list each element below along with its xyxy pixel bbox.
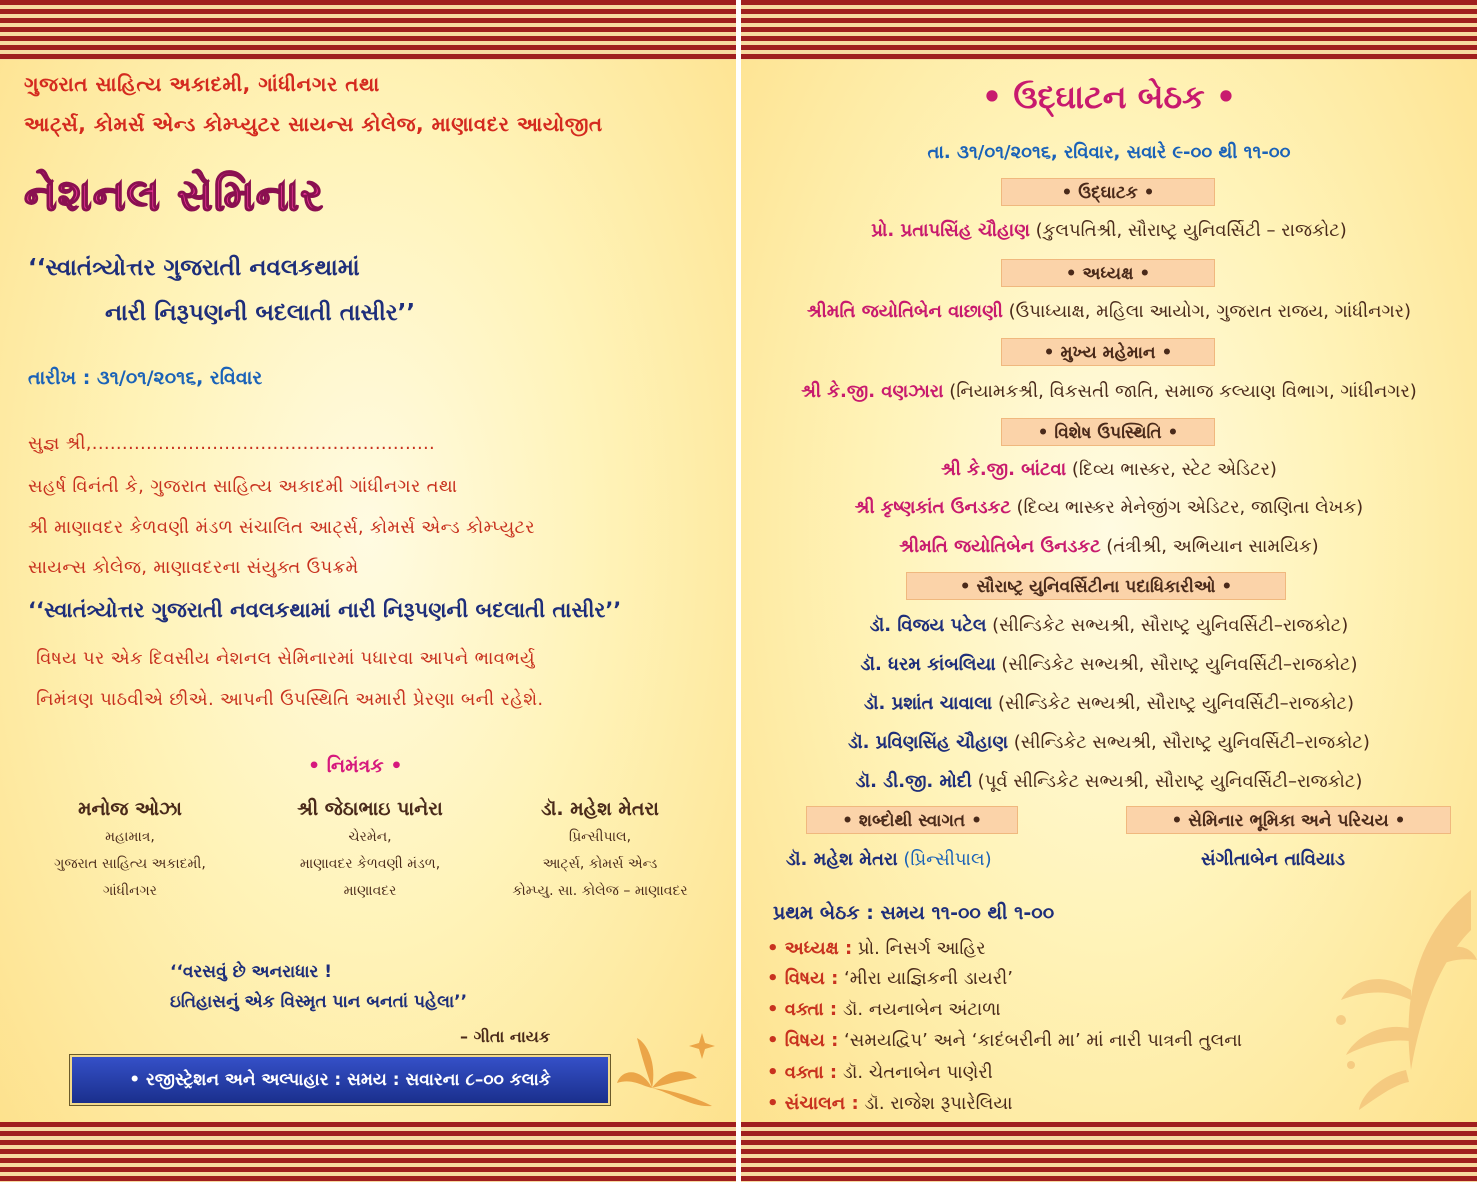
host-detail: પ્રિન્સીપાલ, [568, 829, 632, 845]
host-detail: કોમ્પ્યુ. સા. કોલેજ – માણાવદર [512, 883, 688, 899]
president [741, 301, 1477, 322]
item-label: • વક્તા : [767, 999, 838, 1020]
floral-ornament-icon [612, 1028, 722, 1118]
host-detail: ગાંધીનગર [103, 883, 157, 899]
host-name: મનોજ ઓઝા [78, 798, 182, 820]
first-session-heading: પ્રથમ બેઠક : સમય ૧૧-૦૦ થી ૧-૦૦ [773, 902, 1055, 924]
special-guest [741, 459, 1477, 480]
host-3 [480, 798, 720, 905]
session-datetime: તા. ૩૧/૦૧/૨૦૧૬, રવિવાર, સવારે ૯-૦૦ થી ૧૧-૦૦ [927, 142, 1291, 163]
host-detail: મહામાત્ર, [105, 829, 155, 845]
quote-author: – ગીતા નાયક [460, 1027, 551, 1046]
guest-name: ડૉ. ધરમ કાંબલિયા [860, 654, 996, 675]
invite-line-1: સહર્ષ વિનંતી કે, ગુજરાત સાહિત્ય અકાદમી ગાંધીનગર તથા [28, 476, 458, 497]
invite-topic: ‘‘સ્વાતંત્ર્યોત્તર ગુજરાતી નવલકથામાં નારી નિરૂપણની બદલાતી તાસીર’’ [28, 598, 622, 622]
guest-desc: (દિવ્ય ભાસ્કર મેનેજીંગ એડિટર, જાણિતા લેખક) [1010, 497, 1364, 518]
top-stripes [741, 0, 1477, 60]
bottom-stripes [741, 1122, 1477, 1182]
item-value: ડૉ. નયનાબેન અંટાળા [837, 999, 1001, 1020]
official [741, 771, 1477, 792]
item-value: ડૉ. ચેતનાબેન પાણેરી [837, 1062, 993, 1083]
special-guest [741, 497, 1477, 518]
seminar-title: નેશનલ સેમિનાર [24, 170, 325, 221]
session-item [767, 968, 1013, 989]
official [741, 615, 1477, 636]
guest-name: શ્રી કે.જી. બાંટવા [941, 459, 1067, 480]
item-label: • અધ્યક્ષ : [767, 938, 853, 959]
guest-name: શ્રીમતિ જયોતિબેન ઉનડકટ [899, 536, 1101, 557]
bottom-stripes [0, 1122, 736, 1182]
guest-desc: (નિયામકશ્રી, વિકસતી જાતિ, સમાજ કલ્યાણ વિભાગ, ગાંધીનગર) [943, 381, 1417, 402]
invite-line-4: વિષય પર એક દિવસીય નેશનલ સેમિનારમાં પધારવા આપને ભાવભર્યુ [36, 648, 535, 669]
inaugurator [741, 220, 1477, 241]
session-item [767, 1062, 993, 1083]
guest-name: ડૉ. પ્રશાંત ચાવાલા [863, 693, 993, 714]
invite-line-2: શ્રી માણાવદર કેળવણી મંડળ સંચાલિત આર્ટ્સ, કોમર્સ એન્ડ કોમ્પ્યુટર [28, 517, 535, 538]
guest-desc: (સીન્ડિકેટ સભ્યશ્રી, સૌરાષ્ટ્ર યુનિવર્સિટી–રાજકોટ) [992, 693, 1355, 714]
item-value: પ્રો. નિસર્ગ આહિર [852, 938, 986, 959]
host-name: ડૉ. મહેશ મેતરા [541, 798, 659, 820]
role-inaugurator: • ઉદ્‌ઘાટક • [1001, 178, 1215, 206]
guest-desc: (ઉપાધ્યાક્ષ, મહિલા આયોગ, ગુજરાત રાજય, ગાંધીનગર) [1002, 301, 1412, 322]
host-2 [260, 798, 480, 905]
host-detail: ગુજરાત સાહિત્ય અકાદમી, [54, 856, 206, 872]
item-value: ‘મીરા યાજ્ઞિકની ડાયરી’ [838, 968, 1013, 989]
invite-date: તારીખ : ૩૧/૦૧/૨૦૧૬, રવિવાર [28, 367, 263, 389]
hosts-heading: • નિમંત્રક • [308, 755, 403, 777]
host-name: શ્રી જેઠાભાઇ પાનેરા [297, 798, 443, 820]
guest-desc: (દિવ્ય ભાસ્કર, સ્ટેટ એડિટર) [1066, 459, 1277, 480]
guest-name: શ્રીમતિ જયોતિબેન વાછાણી [806, 301, 1003, 322]
role-chief-guest: • મુખ્ય મહેમાન • [1001, 338, 1215, 366]
guest-desc: (સીન્ડિકેટ સભ્યશ્રી, સૌરાષ્ટ્ર યુનિવર્સિટી–રાજકોટ) [995, 654, 1358, 675]
registration-banner: • રજીસ્ટ્રેશન અને અલ્પાહાર : સમય : સવારના ૮–૦૦ કલાકે [70, 1055, 610, 1105]
intro-speaker [1201, 849, 1345, 870]
left-panel [0, 0, 736, 1182]
guest-name: શ્રી કૃષ્ણકાંત ઉનડકટ [854, 497, 1011, 518]
quote-line-2: ઇતિહાસનું એક વિસ્મૃત પાન બનતાં પહેલા’’ [170, 992, 468, 1012]
session-item [767, 1093, 1013, 1114]
special-guest [741, 536, 1477, 557]
guest-desc: (પ્રિન્સીપાલ) [897, 849, 992, 870]
role-president: • અધ્યક્ષ • [1001, 259, 1215, 287]
guest-desc: (સીન્ડિકેટ સભ્યશ્રી, સૌરાષ્ટ્ર યુનિવર્સિટી–રાજકોટ) [1008, 732, 1370, 753]
official [741, 654, 1477, 675]
guest-desc: (તંત્રીશ્રી, અભિયાન સામયિક) [1100, 536, 1319, 557]
official [741, 693, 1477, 714]
host-detail: ચેરમેન, [348, 829, 392, 845]
host-1 [20, 798, 240, 905]
role-university-officials: • સૌરાષ્ટ્ર યુનિવર્સિટીના પદાધિકારીઓ • [906, 572, 1286, 600]
invite-line-3: સાયન્સ કોલેજ, માણાવદરના સંયુક્ત ઉપક્રમે [28, 557, 359, 578]
guest-name: ડૉ. પ્રવિણસિંહ ચૌહાણ [848, 732, 1009, 753]
role-welcome: • શબ્દોથી સ્વાગત • [806, 806, 1018, 834]
item-value: ‘સમયદ્વિપ’ અને ‘કાદંબરીની મા’ માં નારી પાત્રની તુલના [838, 1030, 1243, 1051]
host-detail: આર્ટ્સ, કોમર્સ એન્ડ [542, 856, 658, 872]
topic-line-1: ‘‘સ્વાતંત્ર્યોત્તર ગુજરાતી નવલકથામાં [28, 255, 360, 281]
guest-name: સંગીતાબેન તાવિયાડ [1201, 849, 1346, 870]
top-stripes [0, 0, 736, 60]
floral-ornament-icon [1281, 870, 1477, 1110]
item-label: • સંચાલન : [767, 1093, 859, 1114]
topic-line-2: નારી નિરૂપણની બદલાતી તાસીર’’ [105, 300, 416, 326]
item-label: • વિષય : [767, 968, 839, 989]
item-label: • વક્તા : [767, 1062, 838, 1083]
welcome-speaker [786, 849, 992, 870]
invite-line-5: નિમંત્રણ પાઠવીએ છીએ. આપની ઉપસ્થિતિ અમારી પ્રેરણા બની રહેશે. [36, 689, 544, 710]
guest-name: ડૉ. મહેશ મેતરા [786, 849, 898, 870]
guest-name: પ્રો. પ્રતાપસિંહ ચૌહાણ [871, 220, 1030, 241]
guest-name: શ્રી કે.જી. વણઝારા [801, 381, 944, 402]
guest-name: ડૉ. વિજય પટેલ [869, 615, 987, 636]
host-detail: માણાવદર કેળવણી મંડળ, [299, 856, 441, 872]
session-item [767, 1030, 1242, 1051]
guest-desc: (પૂર્વ સીન્ડિકેટ સભ્યશ્રી, સૌરાષ્ટ્ર યુનિવર્સિટી–રાજકોટ) [971, 771, 1363, 792]
role-introduction: • સેમિનાર ભૂમિકા અને પરિચય • [1126, 806, 1451, 834]
role-special-presence: • વિશેષ ઉપસ્થિતિ • [1001, 418, 1215, 446]
right-panel [741, 0, 1477, 1182]
org-line-1: ગુજરાત સાહિત્ય અકાદમી, ગાંધીનગર તથા [24, 72, 380, 96]
salutation: સુજ્ઞ શ્રી,......................................................... [28, 433, 436, 454]
host-detail: માણાવદર [343, 883, 397, 899]
inauguration-heading: • ઉદ્‌ઘાટન બેઠક • [981, 78, 1237, 116]
org-line-2: આર્ટ્સ, કોમર્સ એન્ડ કોમ્પ્યુટર સાયન્સ કોલેજ, માણાવદર આયોજીત [24, 112, 603, 136]
item-label: • વિષય : [767, 1030, 839, 1051]
guest-desc: (સીન્ડિકેટ સભ્યશ્રી, સૌરાષ્ટ્ર યુનિવર્સિટી–રાજકોટ) [986, 615, 1349, 636]
item-value: ડૉ. રાજેશ રૂપારેલિયા [858, 1093, 1013, 1114]
guest-desc: (કુલપતિશ્રી, સૌરાષ્ટ્ર યુનિવર્સિટી – રાજકોટ) [1029, 220, 1347, 241]
chief-guest [741, 381, 1477, 402]
quote-line-1: ‘‘વરસવું છે અનરાધાર ! [170, 962, 333, 982]
session-item [767, 999, 1001, 1020]
session-item [767, 938, 986, 959]
official [741, 732, 1477, 753]
guest-name: ડૉ. ડી.જી. મોદી [855, 771, 972, 792]
